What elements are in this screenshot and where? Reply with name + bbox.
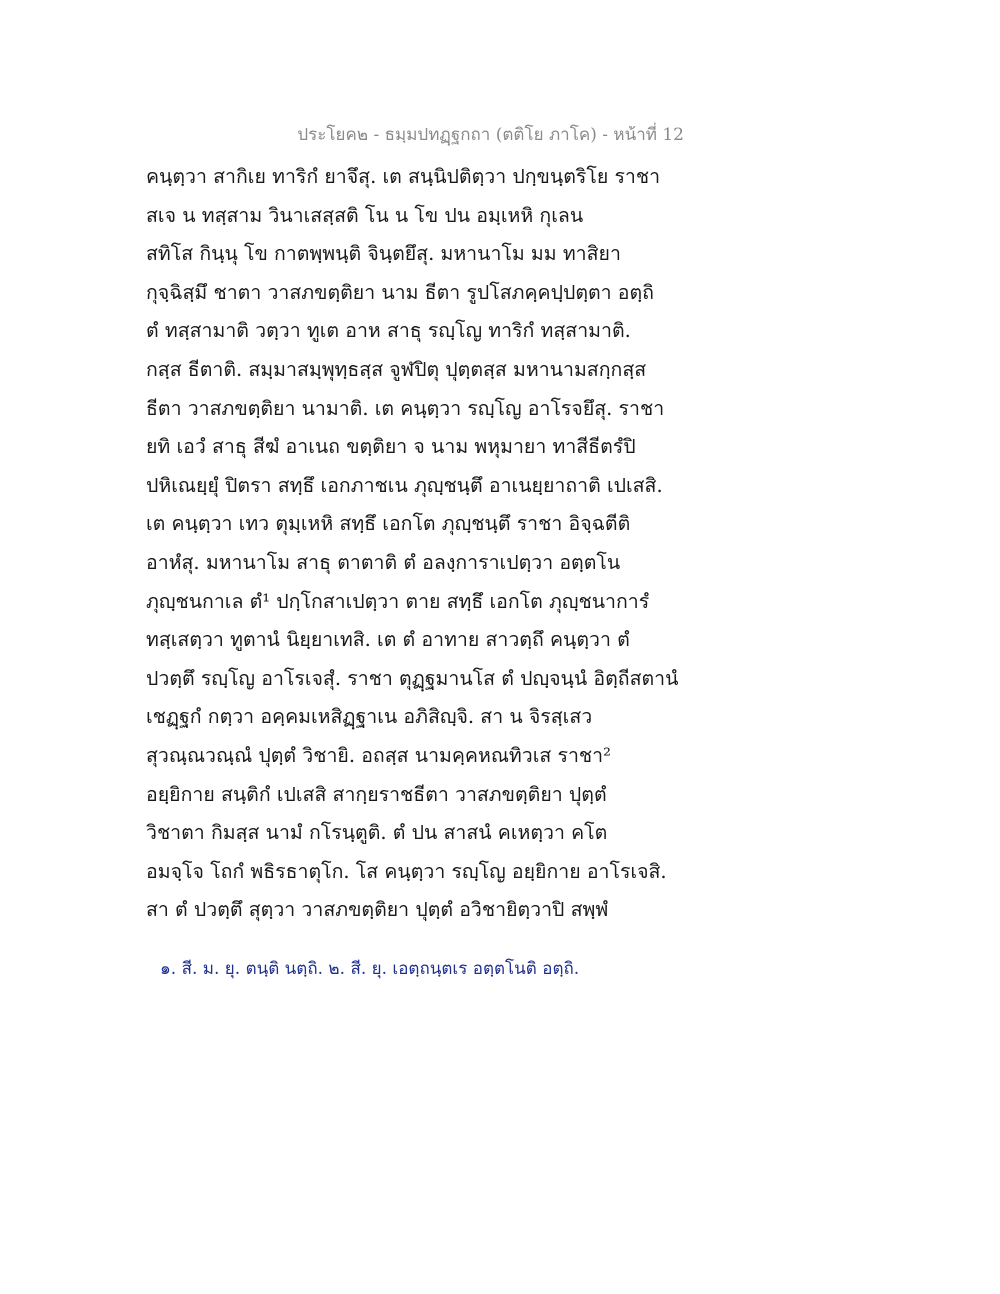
text-line: คนฺตฺวา สากิเย ทาริกํ ยาจึสุ. เต สนฺนิปติตฺวา ปกฺขนฺตริโย ราชา: [146, 165, 661, 188]
text-line: กสฺส ธีตาติ. สมฺมาสมฺพุทฺธสฺส จูฬปิตุ ปุตฺตสฺส มหานามสกฺกสฺส: [146, 357, 647, 381]
body-text: [146, 158, 706, 930]
text-line: ปหิเณยฺยุํ ปิตรา สทฺธึ เอกภาชเน ภุญฺชนฺตึ อาเนยฺยาถาติ เปเสสิ.: [146, 473, 663, 497]
footnote: ๑. สี. ม. ยุ. ตนฺติ นตฺถิ. ๒. สี. ยุ. เอตฺถนฺตเร อตฺตโนติ อตฺถิ.: [160, 959, 580, 979]
text-line: เต คนฺตฺวา เทว ตุมฺเหหิ สทฺธึ เอกโต ภุญฺชนฺตึ ราชา อิจฺฉตีติ: [146, 512, 631, 536]
text-line: ยทิ เอวํ สาธุ สีฆํ อาเนถ ขตฺติยา จ นาม พหุมายา ทาสีธีตรํปิ: [146, 435, 636, 459]
text-line: เชฏฺฐกํ กตฺวา อคฺคมเหสิฏฺฐาเน อภิสิญฺจิ. สา น จิรสฺเสว: [146, 705, 593, 729]
text-line: สทิโส กินฺนุ โข กาตพฺพนฺติ จินฺตยึสุ. มหานาโม มม ทาสิยา: [146, 242, 621, 266]
text-line: สเจ น ทสฺสาม วินาเสสฺสติ โน น โข ปน อมฺเหหิ กุเลน: [146, 203, 584, 227]
text-line: ธีตา วาสภขตฺติยา นามาติ. เต คนฺตฺวา รญฺโญ อาโรจยึสุ. ราชา: [146, 396, 665, 420]
text-line: ทสฺเสตฺวา ทูตานํ นิยฺยาเทสิ. เต ตํ อาทาย สาวตฺถึ คนฺตฺวา ตํ: [146, 628, 630, 652]
text-line: ปวตฺตึ รญฺโญ อาโรเจสุํ. ราชา ตุฏฺฐมานโส ตํ ปญฺจนฺนํ อิตฺถีสตานํ: [146, 666, 679, 690]
text-line: อยฺยิกาย สนฺติกํ เปเสสิ สากฺยราชธีตา วาสภขตฺติยา ปุตฺตํ: [146, 782, 607, 806]
text-line: ตํ ทสฺสามาติ วตฺวา ทูเต อาห สาธุ รญฺโญ ทาริกํ ทสฺสามาติ.: [146, 319, 631, 343]
text-line: สา ตํ ปวตฺตึ สุตฺวา วาสภขตฺติยา ปุตฺตํ อวิชายิตฺวาปิ สพฺพํ: [146, 898, 609, 922]
page-header: ประโยค๒ - ธมฺมปทฏฺฐกถา (ตติโย ภาโค) - หน้าที่ 12: [297, 125, 684, 145]
text-line: สุวณฺณวณฺณํ ปุตฺตํ วิชายิ. อถสฺส นามคฺคหณทิวเส ราชา²: [146, 743, 611, 767]
text-line: ภุญฺชนกาเล ตํ¹ ปกฺโกสาเปตฺวา ตาย สทฺธึ เอกโต ภุญฺชนาการํ: [146, 589, 650, 613]
text-line: วิชาตา กิมสฺส นามํ กโรนฺตูติ. ตํ ปน สาสนํ คเหตฺวา คโต: [146, 821, 608, 845]
text-line: อมจฺโจ โถกํ พธิรธาตุโก. โส คนฺตฺวา รญฺโญ อยฺยิกาย อาโรเจสิ.: [146, 859, 667, 883]
text-line: อาหํสุ. มหานาโม สาธุ ตาตาติ ตํ อลงฺการาเปตฺวา อตฺตโน: [146, 550, 621, 574]
text-line: กุจฺฉิสฺมึ ชาตา วาสภขตฺติยา นาม ธีตา รูปโสภคฺคปฺปตฺตา อตฺถิ: [146, 280, 654, 304]
